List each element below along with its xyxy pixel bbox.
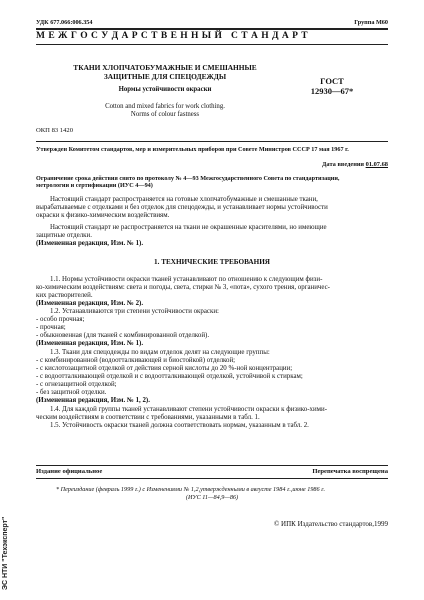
clause-1-3-item-3: - с водоотталкивающей отделкой и с водоотталкивающей отделкой, устойчивой к стиркам; [36, 373, 303, 380]
clause-1-5: 1.5. Устойчивость окраски тканей должна соответствовать нормам, указанным в табл. 2. [50, 422, 309, 429]
reprint-prohibited: Перепечатка воспрещена [312, 468, 388, 475]
clause-1-3-item-5: - без защитной отделки. [36, 389, 107, 396]
scope-line-2: вырабатываемые с отделками и без отделок для спецодежды, и устанавливает нормы устойчивости [36, 204, 328, 211]
title-rule [36, 141, 388, 142]
footer-rule-top [36, 465, 388, 466]
title-english-2: Norms of colour fastness [130, 111, 200, 118]
clause-1-3: 1.3. Ткани для спецодежды по видам отделок делят на следующие группы: [50, 349, 270, 356]
amendment-note-1: (Измененная редакция, Изм. № 1). [36, 240, 144, 247]
title-subtitle: Нормы устойчивости окраски [118, 86, 212, 93]
clause-1-3-item-4: - с огнезащитной отделкой; [36, 381, 117, 388]
scope-exclusion-line-2: защитные отделки. [36, 232, 92, 239]
group-code: Группа М60 [354, 19, 388, 26]
clause-1-3-item-1: - с комбинированной (водоотталкивающей и биостойкой) отделкой; [36, 357, 236, 364]
scope-line-3: окраски к физико-химическим воздействиям. [36, 212, 170, 219]
clause-1-4-line-1: 1.4. Для каждой группы тканей устанавливают степени устойчивости окраски к физико-хими- [50, 406, 327, 413]
introduction-date [310, 161, 388, 168]
title-line-2: ЗАЩИТНЫЕ ДЛЯ СПЕЦОДЕЖДЫ [103, 72, 227, 81]
gost-number: 12930—67* [310, 86, 354, 96]
clause-1-4-line-2: ческим воздействиям в соответствии с требованиями, указанными в табл. 1. [36, 414, 260, 421]
title-line-1: ТКАНИ ХЛОПЧАТОБУМАЖНЫЕ И СМЕШАННЫЕ [73, 63, 257, 72]
footer-rule-bottom [36, 478, 388, 479]
scope-exclusion-line-1: Настоящий стандарт не распространяется на ткани не окрашенные красителями, но имеющие [50, 224, 327, 231]
copyright: © ИПК Издательство стандартов,1999 [273, 520, 388, 528]
limitation-line-2: метрологии и сертификации (ИУС 4—94) [36, 182, 153, 189]
official-edition: Издание официальное [36, 468, 103, 475]
clause-1-2-item-2: - прочная; [36, 324, 66, 331]
interstate-standard-banner: М Е Ж Г О С У Д А Р С Т В Е Н Н Ы Й С Т А Н Д А Р Т [36, 31, 309, 41]
introduction-date-label: Дата введения [322, 161, 365, 168]
reissue-note-line-2: (ИУС 11—84,9—86) [185, 494, 239, 501]
side-watermark-stamp: ЭС НТИ "Техэксперт" [2, 516, 9, 590]
clause-1-2-item-1: - особо прочная; [36, 316, 85, 323]
amendment-note-4: (Измененная редакция, Изм. № 1, 2). [36, 397, 150, 404]
clause-1-1-line-3: ких растворителей. [36, 292, 93, 299]
title-english-1: Cotton and mixed fabrics for work clothing. [105, 103, 225, 110]
limitation-line-1: Ограничение срока действия снято по протоколу № 4—93 Межгосударственного Совета по стандартизации, [36, 175, 340, 182]
header-rule-bottom [36, 44, 388, 45]
section-heading: 1. ТЕХНИЧЕСКИЕ ТРЕБОВАНИЯ [154, 258, 270, 266]
clause-1-1-line-1: 1.1. Нормы устойчивости окраски тканей устанавливают по отношению к следующим физи- [50, 276, 323, 283]
scope-line-1: Настоящий стандарт распространяется на готовые хлопчатобумажные и смешанные ткани, [50, 196, 318, 203]
amendment-note-2: (Измененная редакция, Изм. № 2). [36, 300, 144, 307]
introduction-date-value: 01.07.68 [365, 161, 388, 168]
udk-code: УДК 677.066:006.354 [36, 19, 93, 26]
reissue-note-line-1: * Переиздание (февраль 1999 г.) с Изменениями № 1,2,утвержденными в августе 1984 г.,июне 1986 г. [56, 486, 326, 493]
gost-label: ГОСТ [320, 76, 344, 86]
clause-1-2: 1.2. Устанавливаются три степени устойчивости окраски: [50, 308, 219, 315]
clause-1-1-line-2: ко-химическим воздействиям: света и погоды, света, стирки № 3, «пота», сухого трения, органичес- [36, 284, 330, 291]
clause-1-3-item-2: - с кислотозащитной отделкой от действия серной кислоты до 20 %-ной концентрации; [36, 365, 293, 372]
okp-code: ОКП 83 1420 [36, 127, 73, 134]
clause-1-2-item-3: - обыкновенная (для тканей с комбинированной отделкой). [36, 332, 210, 339]
amendment-note-3: (Измененная редакция, Изм. № 1). [36, 340, 144, 347]
approval-statement: Утвержден Комитетом стандартов, мер и измерительных приборов при Совете Министров СССР 17 мая 1967 г. [36, 146, 349, 153]
